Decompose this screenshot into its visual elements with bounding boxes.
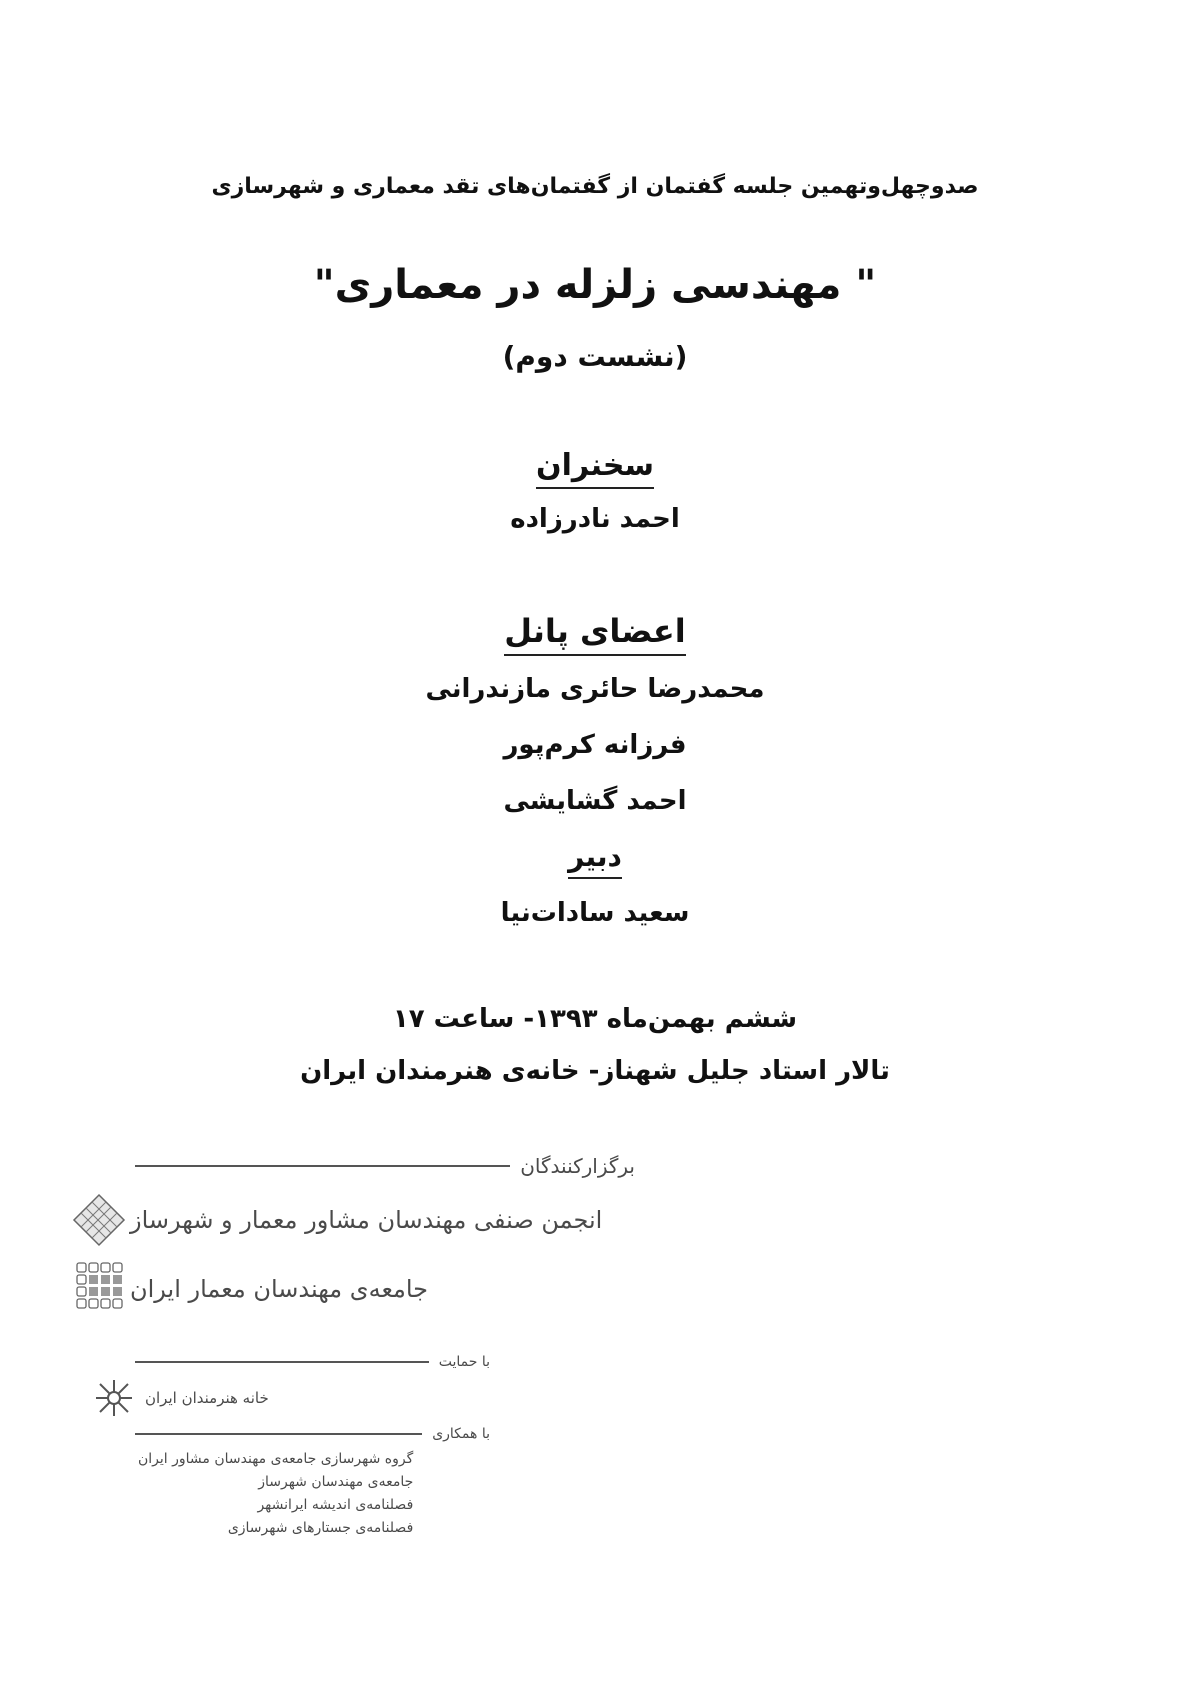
event-venue: تالار استاد جلیل شهناز- خانه‌ی هنرمندان ایران xyxy=(300,1056,890,1086)
divider xyxy=(135,1165,510,1167)
organizers-heading: برگزارکنندگان xyxy=(520,1154,635,1178)
series-line: صدوچهل‌وتهمین جلسه گفتمان از گفتمان‌های تقد معماری و شهرسازی xyxy=(211,174,979,199)
support-org: خانه هنرمندان ایران xyxy=(145,1389,269,1407)
collaborator-3: فصلنامه‌ی اندیشه ایرانشهر xyxy=(257,1497,414,1513)
panel-member-1: محمدرضا حائری مازندرانی xyxy=(425,674,765,704)
collaborator-1: گروه شهرسازی جامعه‌ی مهندسان مشاور ایران xyxy=(138,1451,414,1467)
organizer-2: جامعه‌ی مهندسان معمار ایران xyxy=(130,1275,429,1303)
speaker-name: احمد نادرزاده xyxy=(510,504,680,534)
panel-heading: اعضای پانل xyxy=(0,612,1190,650)
collaboration-header xyxy=(135,1426,490,1442)
panel-member-2: فرزانه کرم‌پور xyxy=(503,730,687,760)
collaborator-2: جامعه‌ی مهندسان شهرساز xyxy=(258,1474,414,1490)
divider xyxy=(135,1433,422,1435)
event-title: " مهندسی زلزله در معماری" xyxy=(313,262,877,308)
event-date-time: ششم بهمن‌ماه ۱۳۹۳- ساعت ۱۷ xyxy=(392,1004,798,1034)
divider xyxy=(135,1361,429,1363)
organizer-1: انجمن صنفی مهندسان مشاور معمار و شهرساز xyxy=(130,1206,603,1234)
collaborator-4: فصلنامه‌ی جستارهای شهرسازی xyxy=(227,1520,414,1536)
grid-logo-icon xyxy=(75,1261,127,1313)
event-subtitle: (نشست دوم) xyxy=(502,340,688,373)
star-logo-icon xyxy=(86,1376,142,1420)
collaboration-list xyxy=(138,1448,413,1540)
organizers-header xyxy=(135,1154,635,1178)
collaboration-heading: با همکاری xyxy=(432,1426,490,1442)
panel-member-3: احمد گشایشی xyxy=(503,786,687,816)
speakers-heading: سخنران xyxy=(0,448,1190,483)
diamond-logo-icon xyxy=(72,1193,126,1247)
support-heading: با حمایت xyxy=(438,1354,490,1370)
support-header xyxy=(135,1354,490,1370)
moderator-heading: دبیر xyxy=(0,840,1190,873)
moderator-name: سعید سادات‌نیا xyxy=(500,898,690,928)
